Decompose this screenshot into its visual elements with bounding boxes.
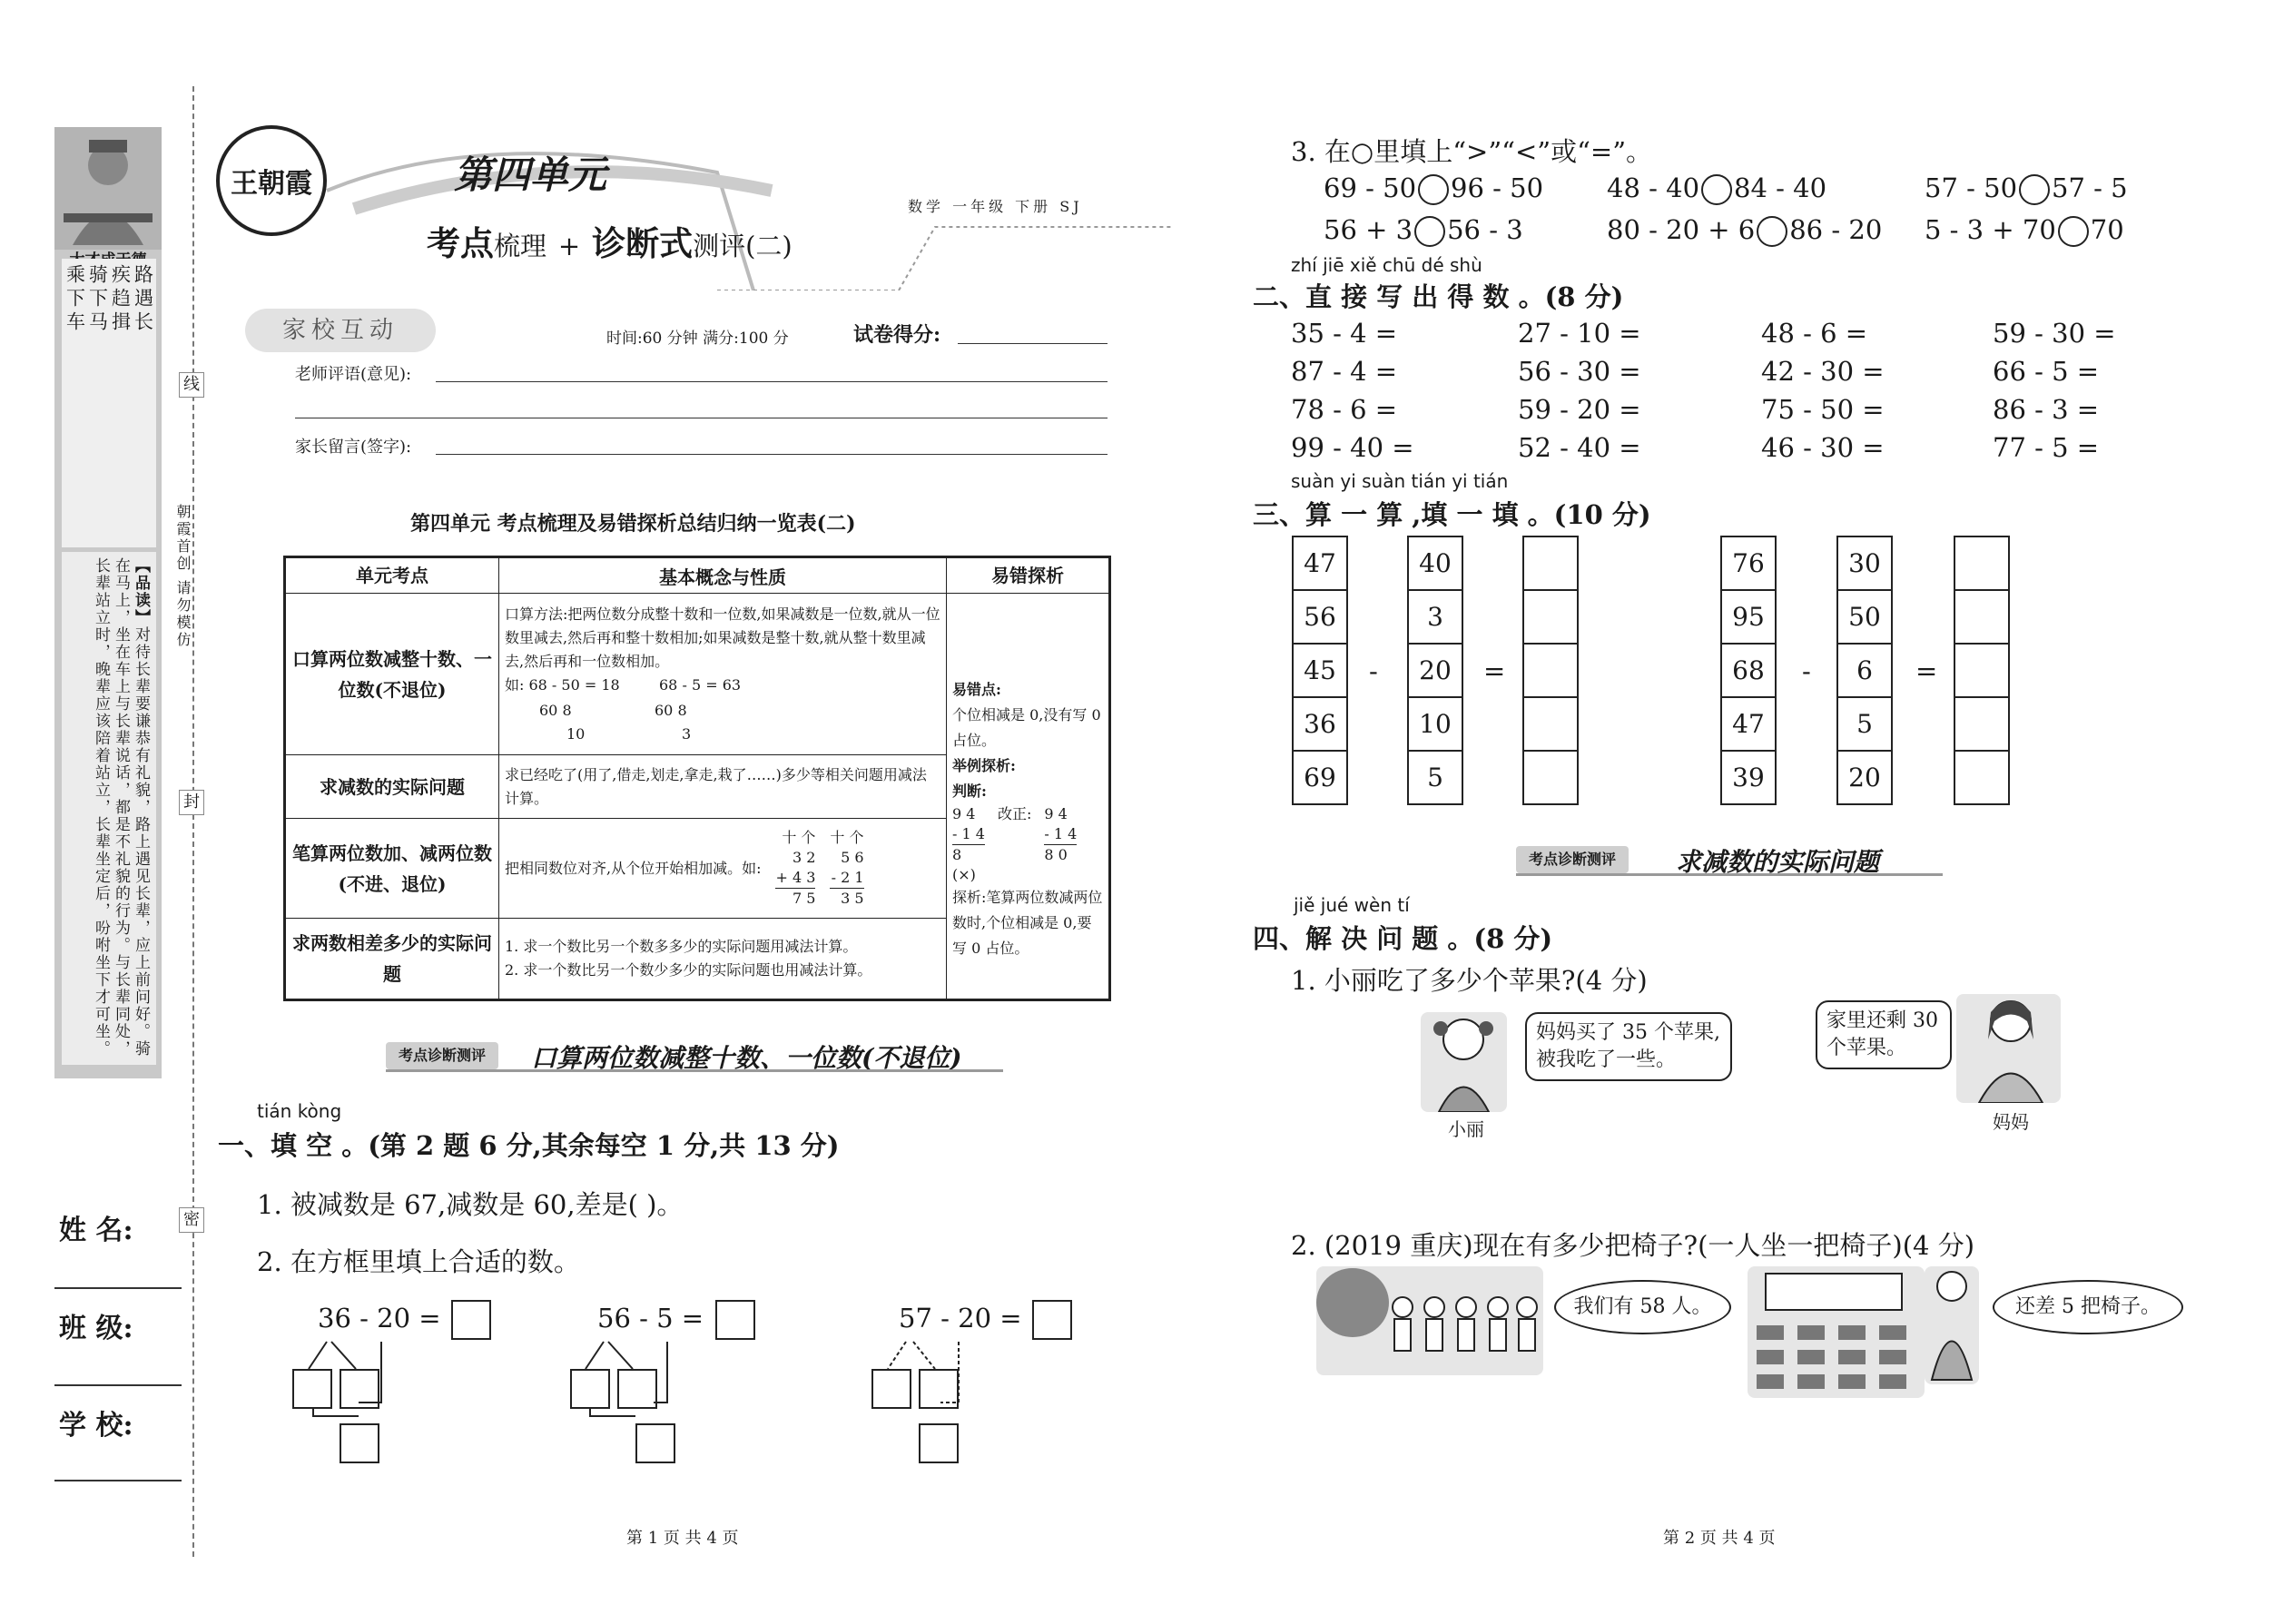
column-cell: 6 <box>1837 644 1892 697</box>
compare-left: 48 - 40 <box>1607 172 1700 203</box>
compare-right: 70 <box>2090 214 2124 245</box>
calc-item: 87 - 4 = <box>1291 356 1398 387</box>
err-calc <box>952 804 1103 885</box>
score-label: 试卷得分: <box>853 323 941 347</box>
vertical-calc <box>830 828 863 909</box>
answer-box[interactable] <box>1032 1300 1072 1340</box>
concept-text: 2. 求一个数比另一个数少多少的实际问题也用减法计算。 <box>505 961 872 979</box>
answer-cell[interactable] <box>1954 751 2009 804</box>
q4-heading: 四、解 决 问 题 。(8 分) <box>1253 923 1553 954</box>
exam-meta: 时间:60 分钟 满分:100 分 <box>606 330 789 348</box>
page-footer-left: 第 1 页 共 4 页 <box>626 1529 739 1548</box>
table-cell-point: 求两数相差多少的实际问题 <box>285 919 499 1000</box>
compare-right: 57 - 5 <box>2052 172 2128 203</box>
table-header: 基本概念与性质 <box>499 557 947 594</box>
err-label: 举例探析: <box>952 756 1016 774</box>
column-cell: 39 <box>1721 751 1776 804</box>
calc-line: 8 <box>952 845 962 863</box>
answer-cell[interactable] <box>1954 590 2009 644</box>
summary-table <box>283 556 1111 1001</box>
rule-line: 乘下车 <box>64 264 86 335</box>
mom-icon <box>1956 994 2061 1103</box>
q2-pinyin: zhí jiē xiě chū dé shù <box>1291 254 1482 276</box>
column-cell: 5 <box>1408 751 1462 804</box>
q1-2: 2. 在方框里填上合适的数。 <box>257 1246 580 1277</box>
example-eq: 68 - 5 = 63 <box>659 675 742 694</box>
page-footer-right: 第 2 页 共 4 页 <box>1663 1529 1776 1548</box>
calc-line: 5 6 <box>841 849 864 866</box>
name-xiaoli: 小丽 <box>1448 1118 1484 1140</box>
number-column <box>1836 536 1893 805</box>
column-cell: 20 <box>1408 644 1462 697</box>
column-cell: 10 <box>1408 697 1462 751</box>
wrong-calc <box>952 804 985 885</box>
banner-arrow-icon <box>386 1069 1003 1072</box>
place-head: 十 个 <box>782 829 816 846</box>
subject-tag: 数学 一年级 下册 SJ <box>908 198 1083 215</box>
calc-line: - 1 4 <box>1044 824 1077 845</box>
q3b-heading: 三、算 一 算 ,填 一 填 。(10 分) <box>1253 499 1651 530</box>
compare-right: 84 - 40 <box>1734 172 1827 203</box>
banner-arrow-icon <box>1516 873 1943 876</box>
cut-line <box>192 86 194 1557</box>
q4-1: 1. 小丽吃了多少个苹果?(4 分) <box>1291 965 1648 996</box>
calc-item: 48 - 6 = <box>1761 318 1868 349</box>
table-header: 易错探析 <box>947 557 1110 594</box>
subtitle-part: 测评(二) <box>693 231 793 261</box>
teacher-comment-label: 老师评语(意见): <box>295 365 412 384</box>
q2-heading: 二、直 接 写 出 得 数 。(8 分) <box>1253 281 1624 312</box>
section-banner <box>1516 844 1943 875</box>
answer-column <box>1954 536 2010 805</box>
girl-xiaoli-icon <box>1421 1012 1507 1112</box>
compare-left: 56 + 3 <box>1324 214 1413 245</box>
answer-box[interactable] <box>451 1300 491 1340</box>
speech-bubble-xiaoli: 妈妈买了 35 个苹果,被我吃了一些。 <box>1525 1012 1732 1081</box>
concept-text: 把相同数位对齐,从个位开始相加减。如: <box>505 859 762 877</box>
calc-item: 86 - 3 = <box>1993 394 2100 425</box>
column-cell: 47 <box>1721 697 1776 751</box>
rule-line: 路遇长 <box>132 264 154 335</box>
parent-comment-label: 家长留言(签字): <box>295 438 412 457</box>
right-calc <box>1044 804 1077 885</box>
cut-mark-xian: 线 <box>179 372 204 398</box>
compare-left: 57 - 50 <box>1925 172 2018 203</box>
answer-cell[interactable] <box>1523 697 1578 751</box>
speech-bubble-mom: 家里还剩 30 个苹果。 <box>1816 1000 1952 1069</box>
answer-column <box>1522 536 1579 805</box>
classroom-chairs-icon <box>1748 1266 1925 1398</box>
q1-1: 1. 被减数是 67,减数是 60,差是( )。 <box>257 1189 684 1220</box>
table-header: 单元考点 <box>285 557 499 594</box>
compare-item <box>1925 172 2128 205</box>
table-cell-concept <box>499 919 947 1000</box>
q4-2: 2. (2019 重庆)现在有多少把椅子?(一人坐一把椅子)(4 分) <box>1291 1230 1975 1261</box>
brand-logo <box>216 125 327 236</box>
compare-item <box>1324 172 1543 205</box>
compare-right: 56 - 3 <box>1447 214 1523 245</box>
rules-block <box>62 259 156 547</box>
copyright-note: 朝霞首创 请勿模仿 <box>174 504 192 650</box>
column-cell: 56 <box>1293 590 1347 644</box>
answer-cell[interactable] <box>1954 536 2009 590</box>
cut-mark-feng: 封 <box>179 790 204 815</box>
q1-eq-1: 36 - 20 = <box>318 1303 441 1334</box>
column-cell: 68 <box>1721 644 1776 697</box>
column-cell: 30 <box>1837 536 1892 590</box>
split-lines-icon <box>290 1334 399 1434</box>
table-cell-errors <box>947 594 1110 1000</box>
calc-line: 9 4 <box>952 804 976 822</box>
column-cell: 40 <box>1408 536 1462 590</box>
subtitle-part: 诊断式 <box>592 223 694 263</box>
calc-item: 27 - 10 = <box>1518 318 1641 349</box>
concept-text: 口算方法:把两位数分成整十数和一位数,如果减数是一位数,就从一位数里减去,然后再和整十数相加;如果减数是整十数,就从整十数里减去,然后再和一位数相加。 <box>505 605 940 670</box>
calc-line: 7 5 <box>792 890 816 907</box>
table-header-row <box>285 557 1110 594</box>
compare-right: 96 - 50 <box>1451 172 1544 203</box>
compare-left: 5 - 3 + 70 <box>1925 214 2056 245</box>
q1-eq-2: 56 - 5 = <box>597 1303 704 1334</box>
compare-circle[interactable] <box>1414 216 1445 247</box>
answer-cell[interactable] <box>1954 644 2009 697</box>
column-cell: 20 <box>1837 751 1892 804</box>
column-cell: 76 <box>1721 536 1776 590</box>
name-line[interactable] <box>54 1287 182 1289</box>
pindu-body: 对待长辈要谦恭有礼貌，路上遇见长辈，应上前问好。骑在马上，坐在车上与长辈说话，都是不礼貌的行为。与长辈同处，长辈站立时，晚辈应该陪着站立，长辈坐定后，吩咐坐下才可坐。 <box>92 557 150 1058</box>
q1-pinyin: tián kòng <box>257 1100 342 1122</box>
compare-circle[interactable] <box>1701 174 1732 205</box>
compare-circle[interactable] <box>2058 216 2089 247</box>
err-text: 探析:笔算两位数减两位数时,个位相减是 0,要写 0 占位。 <box>952 888 1103 957</box>
q4-pinyin: jiě jué wèn tí <box>1294 894 1410 916</box>
number-column <box>1292 536 1348 805</box>
table-cell-point: 笔算两位数加、减两位数(不进、退位) <box>285 819 499 919</box>
equals-sign: = <box>1483 655 1506 686</box>
column-cell: 47 <box>1293 536 1347 590</box>
compare-circle[interactable] <box>2019 174 2050 205</box>
answer-cell[interactable] <box>1523 590 1578 644</box>
answer-cell[interactable] <box>1523 536 1578 590</box>
scholar-portrait-icon <box>54 127 162 250</box>
calc-line: - 1 4 <box>952 824 985 845</box>
calc-line: - 2 1 <box>830 868 863 889</box>
number-column <box>1720 536 1777 805</box>
table-cell-concept: 求已经吃了(用了,借走,划走,拿走,栽了……)多少等相关问题用减法计算。 <box>499 755 947 819</box>
split-parts: 60 8 <box>655 701 687 719</box>
q3b-pinyin: suàn yi suàn tián yi tián <box>1291 470 1509 492</box>
compare-circle[interactable] <box>1757 216 1787 247</box>
minus-sign: - <box>1369 655 1378 686</box>
split-lines-icon <box>870 1334 979 1434</box>
calc-item: 52 - 40 = <box>1518 432 1641 463</box>
calc-item: 77 - 5 = <box>1993 432 2100 463</box>
table-cell-point: 求减数的实际问题 <box>285 755 499 819</box>
example-eq: 如: 68 - 50 = 18 <box>505 675 620 694</box>
calc-item: 75 - 50 = <box>1761 394 1885 425</box>
vertical-calc-row <box>505 828 940 909</box>
calc-line: 9 4 <box>1044 804 1068 822</box>
pindu-text <box>62 552 156 1065</box>
calc-item: 66 - 5 = <box>1993 356 2100 387</box>
vertical-calc <box>775 828 815 909</box>
name-label: 姓 名: <box>59 1215 133 1246</box>
summary-table-title: 第四单元 考点梳理及易错探析总结归纳一览表(二) <box>410 512 856 536</box>
answer-cell[interactable] <box>1523 644 1578 697</box>
table-cell-concept <box>499 594 947 755</box>
calc-line: 3 5 <box>841 890 864 907</box>
column-cell: 95 <box>1721 590 1776 644</box>
equals-sign: = <box>1915 655 1938 686</box>
rule-line: 疾趋揖 <box>109 264 132 335</box>
school-line[interactable] <box>54 1480 182 1481</box>
score-field[interactable] <box>958 343 1108 344</box>
err-label: 判断: <box>952 782 987 800</box>
column-cell: 45 <box>1293 644 1347 697</box>
subtitle-part: 考点 <box>427 223 494 263</box>
minus-sign: - <box>1802 655 1811 686</box>
school-label: 学 校: <box>59 1410 133 1442</box>
calc-item: 35 - 4 = <box>1291 318 1398 349</box>
speech-bubble-children: 我们有 58 人。 <box>1554 1280 1731 1334</box>
logo-text: 王朝霞 <box>231 168 312 200</box>
calc-item: 59 - 30 = <box>1993 318 2116 349</box>
number-column <box>1407 536 1463 805</box>
wrong-mark: (×) <box>952 865 976 883</box>
cut-mark-mi: 密 <box>179 1207 204 1233</box>
class-label: 班 级: <box>59 1313 133 1344</box>
table-row <box>285 594 1110 755</box>
column-cell: 3 <box>1408 590 1462 644</box>
q3-heading: 3. 在○里填上“>”“<”或“=”。 <box>1291 136 1653 167</box>
compare-item <box>1925 214 2124 247</box>
subtitle-part: 梳理 <box>494 231 547 261</box>
split-parts: 60 8 <box>539 701 572 719</box>
home-school-badge: 家校互动 <box>245 309 436 352</box>
banner-tag: 考点诊断测评 <box>386 1042 498 1069</box>
calc-item: 59 - 20 = <box>1518 394 1641 425</box>
pindu-title: 【品读】 <box>132 557 150 626</box>
page-subtitle <box>427 216 793 265</box>
banner-tag: 考点诊断测评 <box>1516 846 1629 873</box>
parent-comment-line[interactable] <box>436 454 1108 455</box>
column-cell: 69 <box>1293 751 1347 804</box>
calc-line: + 4 3 <box>775 868 815 889</box>
calc-item: 56 - 30 = <box>1518 356 1641 387</box>
calc-item: 78 - 6 = <box>1291 394 1398 425</box>
place-head: 十 个 <box>830 829 864 846</box>
banner-title: 口算两位数减整十数、一位数(不退位) <box>531 1043 962 1073</box>
children-group-icon <box>1316 1266 1543 1375</box>
compare-item <box>1324 214 1523 247</box>
compare-item <box>1607 214 1882 247</box>
teacher-comment-line[interactable] <box>436 381 1108 382</box>
table-cell-concept <box>499 819 947 919</box>
unit-title: 第四单元 <box>454 153 607 197</box>
compare-left: 69 - 50 <box>1324 172 1417 203</box>
split-result: 10 <box>566 724 586 743</box>
calc-line: 8 0 <box>1044 845 1068 863</box>
subtitle-part: + <box>557 231 581 261</box>
answer-box[interactable] <box>715 1300 755 1340</box>
section-banner <box>386 1040 1003 1071</box>
name-mom: 妈妈 <box>1993 1111 2029 1133</box>
speech-bubble-teacher: 还差 5 把椅子。 <box>1993 1280 2183 1334</box>
class-line[interactable] <box>54 1384 182 1386</box>
split-result: 3 <box>682 724 692 743</box>
compare-left: 80 - 20 + 6 <box>1607 214 1756 245</box>
column-cell: 50 <box>1837 590 1892 644</box>
calc-item: 42 - 30 = <box>1761 356 1885 387</box>
calc-line: 3 2 <box>792 849 816 866</box>
column-cell: 36 <box>1293 697 1347 751</box>
column-cell: 5 <box>1837 697 1892 751</box>
err-label: 易错点: <box>952 680 1001 698</box>
split-example <box>505 674 940 746</box>
calc-item: 99 - 40 = <box>1291 432 1414 463</box>
fix-label: 改正: <box>997 804 1032 822</box>
q1-heading: 一、填 空 。(第 2 题 6 分,其余每空 1 分,共 13 分) <box>218 1130 840 1161</box>
banner-title: 求减数的实际问题 <box>1676 847 1880 877</box>
compare-item <box>1607 172 1826 205</box>
calc-item: 46 - 30 = <box>1761 432 1885 463</box>
compare-circle[interactable] <box>1418 174 1449 205</box>
concept-text: 1. 求一个数比另一个数多多少的实际问题用减法计算。 <box>505 938 858 955</box>
answer-cell[interactable] <box>1523 751 1578 804</box>
q1-eq-3: 57 - 20 = <box>899 1303 1022 1334</box>
rule-line: 骑下马 <box>86 264 109 335</box>
compare-right: 86 - 20 <box>1789 214 1883 245</box>
teacher-icon <box>1925 1266 1979 1384</box>
err-text: 个位相减是 0,没有写 0 占位。 <box>952 705 1101 749</box>
answer-cell[interactable] <box>1954 697 2009 751</box>
table-cell-point: 口算两位数减整十数、一位数(不退位) <box>285 594 499 755</box>
split-lines-icon <box>567 1334 694 1434</box>
